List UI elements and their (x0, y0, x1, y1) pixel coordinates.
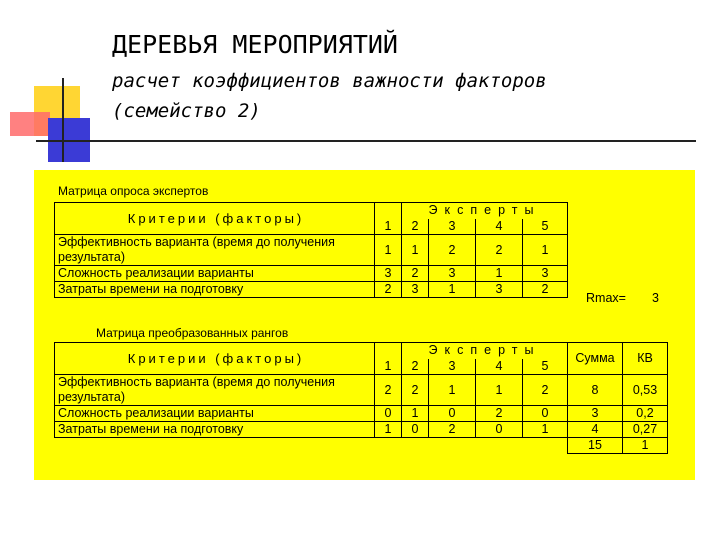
table-row (55, 266, 568, 282)
table-row (55, 375, 668, 406)
matrix2-expert-1: 1 (375, 343, 402, 375)
table-row (55, 406, 668, 422)
matrix1-cell: 2 (375, 282, 402, 298)
matrix2-kv-header: КВ (623, 343, 668, 375)
matrix2-cell: 0 (523, 406, 568, 422)
table-row (55, 235, 568, 266)
matrix2-cell: 2 (429, 422, 476, 438)
matrix2-cell: 2 (375, 375, 402, 406)
table-row (55, 422, 668, 438)
matrix1-criteria-header: Критерии (факторы) (55, 203, 375, 235)
matrix1-expert-5: 5 (523, 219, 568, 235)
matrix2-expert-4: 4 (476, 359, 523, 375)
matrix1-expert-2: 2 (402, 219, 429, 235)
matrix2-cell: 1 (375, 422, 402, 438)
matrix1-caption: Матрица опроса экспертов (58, 184, 209, 198)
matrix1-expert-3: 3 (429, 219, 476, 235)
matrix1-cell: 3 (402, 282, 429, 298)
matrix1-row3-label: Затраты времени на подготовку (55, 282, 375, 298)
matrix1-cell: 3 (375, 266, 402, 282)
slide-subtitle-line2: (семейство 2) (112, 100, 261, 122)
matrix1-cell: 1 (375, 235, 402, 266)
matrix2-expert-3: 3 (429, 359, 476, 375)
matrix2-cell: 2 (476, 406, 523, 422)
matrix1-row1-label: Эффективность варианта (время до получения (58, 235, 335, 249)
matrix2-sum-cell: 3 (568, 406, 623, 422)
matrix2-cell: 1 (476, 375, 523, 406)
matrix1-cell: 2 (402, 266, 429, 282)
matrix1-row1-label2: результата) (58, 250, 125, 264)
matrix2-row1-label2: результата) (58, 390, 125, 404)
matrix2-experts-header: Эксперты (402, 343, 568, 359)
matrix1-experts-header: Эксперты (402, 203, 568, 219)
matrix2-cell: 0 (476, 422, 523, 438)
matrix2-caption: Матрица преобразованных рангов (96, 326, 289, 340)
matrix2-cell: 0 (375, 406, 402, 422)
matrix2-sum-cell: 4 (568, 422, 623, 438)
matrix1-cell: 3 (476, 282, 523, 298)
matrix2-cell: 1 (523, 422, 568, 438)
decor-vertical-line (62, 78, 64, 162)
matrix2-cell: 2 (523, 375, 568, 406)
matrix1-cell: 1 (523, 235, 568, 266)
matrix1-cell: 3 (429, 266, 476, 282)
matrix1-cell: 3 (523, 266, 568, 282)
matrix1-table (54, 202, 568, 298)
decor-red-bar (10, 112, 50, 136)
matrix2-cell: 1 (429, 375, 476, 406)
matrix2-kv-cell: 0,53 (623, 375, 668, 406)
matrix1-cell: 1 (402, 235, 429, 266)
matrix2-table (54, 342, 668, 454)
matrix2-kv-cell: 0,27 (623, 422, 668, 438)
table-row-total (55, 438, 668, 454)
matrix2-cell: 0 (402, 422, 429, 438)
matrix1-cell: 1 (476, 266, 523, 282)
matrix2-cell: 0 (429, 406, 476, 422)
yellow-panel (34, 170, 695, 480)
rmax-label: Rmax= (586, 291, 626, 305)
matrix1-expert-4: 4 (476, 219, 523, 235)
rmax-value: 3 (652, 291, 659, 305)
matrix2-total-kv: 1 (623, 438, 668, 454)
matrix2-row3-label: Затраты времени на подготовку (55, 422, 375, 438)
matrix2-cell: 1 (402, 406, 429, 422)
matrix1-cell: 2 (429, 235, 476, 266)
decor-horizontal-line (36, 140, 696, 142)
matrix2-total-sum: 15 (568, 438, 623, 454)
matrix2-row1-label: Эффективность варианта (время до получения (58, 375, 335, 389)
matrix2-expert-2: 2 (402, 359, 429, 375)
table-row (55, 282, 568, 298)
matrix2-criteria-header: Критерии (факторы) (55, 343, 375, 375)
matrix2-row2-label: Сложность реализации варианты (55, 406, 375, 422)
matrix2-sum-header: Сумма (568, 343, 623, 375)
slide-title: ДЕРЕВЬЯ МЕРОПРИЯТИЙ (112, 30, 398, 59)
matrix1-cell: 2 (523, 282, 568, 298)
matrix2-sum-cell: 8 (568, 375, 623, 406)
slide-subtitle-line1: расчет коэффициентов важности факторов (112, 70, 547, 92)
matrix1-cell: 2 (476, 235, 523, 266)
matrix2-kv-cell: 0,2 (623, 406, 668, 422)
matrix2-expert-5: 5 (523, 359, 568, 375)
matrix2-cell: 2 (402, 375, 429, 406)
matrix1-cell: 1 (429, 282, 476, 298)
matrix1-expert-1: 1 (375, 203, 402, 235)
matrix1-row2-label: Сложность реализации варианты (55, 266, 375, 282)
